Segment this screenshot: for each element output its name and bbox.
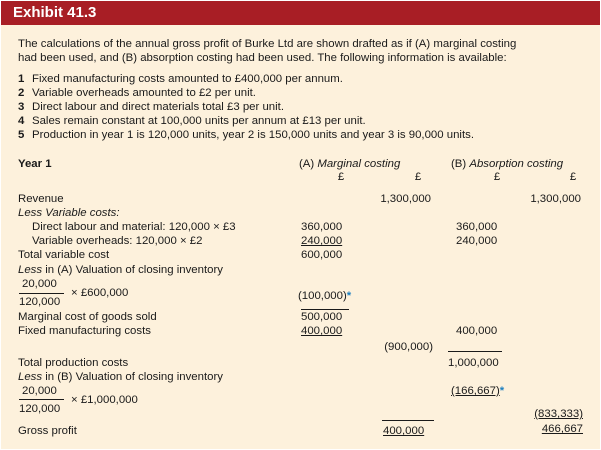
inventory-a: (100,000)* (298, 290, 352, 302)
vo-b: 240,000 (456, 235, 498, 247)
gp-a: 400,000 (383, 425, 425, 437)
currency-a1: £ (337, 171, 345, 183)
currency-b1: £ (493, 171, 501, 183)
fraction-a-multiplier: × £600,000 (71, 287, 129, 299)
info-text: Sales remain constant at 100,000 units per annum at £13 per unit. (32, 115, 366, 127)
revenue-label: Revenue (18, 193, 64, 205)
gp-label: Gross profit (18, 425, 77, 437)
info-num: 3 (18, 101, 25, 113)
currency-a2: £ (414, 171, 422, 183)
subtotal-a: (900,000) (384, 341, 433, 353)
year-label: Year 1 (18, 158, 52, 170)
tvc-label: Total variable cost (18, 249, 110, 261)
dlm-b: 360,000 (456, 221, 498, 233)
gp-b: 466,667 (541, 423, 583, 435)
gp-rule-a (382, 420, 434, 421)
vo-label: Variable overheads: 120,000 × £2 (32, 235, 203, 247)
fraction-a-denominator: 120,000 (19, 296, 61, 308)
currency-b2: £ (569, 171, 577, 183)
col-b-title: (B) Absorption costing (451, 158, 564, 170)
info-num: 2 (18, 87, 25, 99)
mcgs-rule (301, 309, 349, 310)
footnote-marker: * (346, 290, 352, 302)
exhibit-title: Exhibit 41.3 (13, 4, 97, 21)
mcgs-label: Marginal cost of goods sold (18, 311, 157, 323)
exhibit-header (1, 1, 600, 25)
fmc-label: Fixed manufacturing costs (18, 325, 151, 337)
fmc-a: 400,000 (301, 325, 343, 337)
footnote-marker: * (499, 385, 505, 397)
deduction-b: (833,333) (534, 408, 583, 420)
info-text: Variable overheads amounted to £2 per unit. (32, 87, 256, 99)
revenue-a: 1,300,000 (380, 193, 431, 205)
fmc-b: 400,000 (456, 325, 498, 337)
fraction-a-bar (19, 293, 64, 294)
info-num: 4 (18, 115, 25, 127)
fraction-b-bar (19, 399, 64, 400)
info-num: 5 (18, 129, 25, 141)
col-a-title: (A) Marginal costing (299, 158, 401, 170)
tpc-rule (448, 351, 502, 352)
intro-line-2: had been used, and (B) absorption costing had been used. The following information is available: (18, 52, 507, 64)
info-text: Fixed manufacturing costs amounted to £400,000 per annum. (32, 73, 343, 85)
tpc-b: 1,000,000 (448, 357, 499, 369)
dlm-a: 360,000 (301, 221, 343, 233)
tvc-a: 600,000 (301, 249, 343, 261)
info-num: 1 (18, 73, 25, 85)
fraction-b-multiplier: × £1,000,000 (71, 394, 138, 406)
vo-a: 240,000 (301, 235, 343, 247)
fraction-a-numerator: 20,000 (22, 278, 57, 290)
mcgs-a: 500,000 (301, 311, 343, 323)
intro-line-1: The calculations of the annual gross profit of Burke Ltd are shown drafted as if (A) marginal costing (18, 38, 517, 50)
info-text: Production in year 1 is 120,000 units, year 2 is 150,000 units and year 3 is 90,000 units. (32, 129, 474, 141)
inventory-b: (166,667)* (451, 385, 505, 397)
dlm-label: Direct labour and material: 120,000 × £3 (32, 221, 236, 233)
fraction-b-denominator: 120,000 (19, 403, 61, 415)
exhibit-body (1, 25, 600, 449)
less-a-label: Less in (A) Valuation of closing inventory (18, 264, 223, 276)
info-text: Direct labour and direct materials total £3 per unit. (32, 101, 284, 113)
less-variable-label: Less Variable costs: (18, 207, 120, 219)
revenue-b: 1,300,000 (530, 193, 581, 205)
tpc-label: Total production costs (18, 357, 129, 369)
less-b-label: Less in (B) Valuation of closing inventory (18, 371, 223, 383)
fraction-b-numerator: 20,000 (22, 385, 57, 397)
